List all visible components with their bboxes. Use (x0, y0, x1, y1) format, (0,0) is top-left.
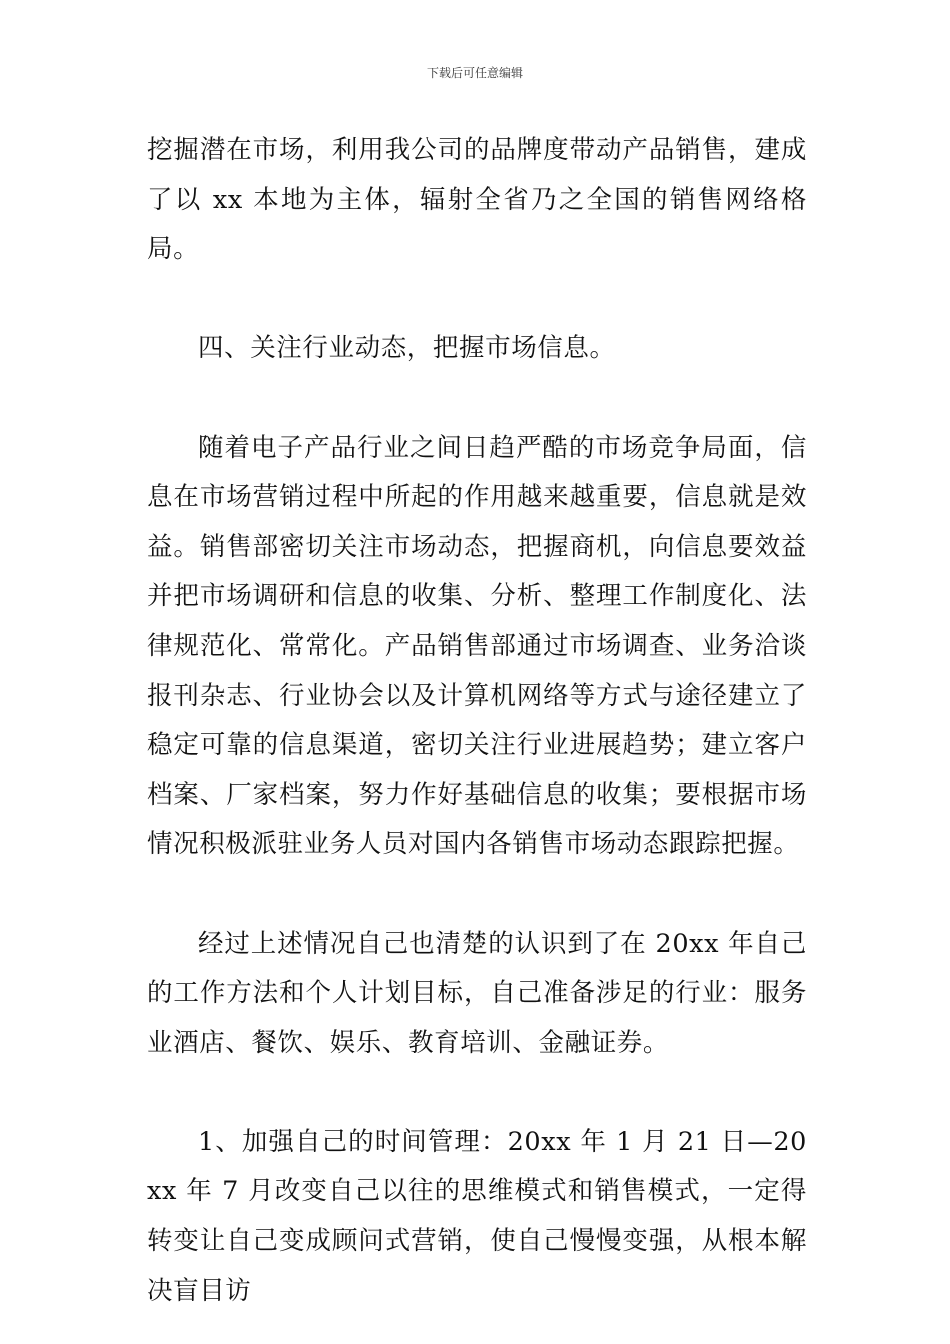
paragraph-4: 1、加强自己的时间管理：20xx 年 1 月 21 日—20xx 年 7 月改变自己以往的思维模式和销售模式，一定得转变让自己变成顾问式营销，使自己慢慢变强，从根本解决盲目访 (147, 1126, 807, 1306)
paragraph-spacer (147, 275, 807, 325)
paragraph-spacer (147, 374, 807, 424)
document-body (147, 126, 807, 1316)
paragraph-2: 随着电子产品行业之间日趋严酷的市场竞争局面，信息在市场营销过程中所起的作用越来越重要，信息就是效益。销售部密切关注市场动态，把握商机，向信息要效益并把市场调研和信息的收集、分析、整理工作制度化、法律规范化、常常化。产品销售部通过市场调查、业务洽谈报刊杂志、行业协会以及计算机网络等方式与途径建立了稳定可靠的信息渠道，密切关注行业进展趋势；建立客户档案、厂家档案，努力作好基础信息的收集；要根据市场情况积极派驻业务人员对国内各销售市场动态跟踪把握。 (147, 432, 807, 860)
paragraph-spacer (147, 870, 807, 920)
paragraph-3: 经过上述情况自己也清楚的认识到了在 20xx 年自己的工作方法和个人计划目标，自己准备涉足的行业：服务业酒店、餐饮、娱乐、教育培训、金融证券。 (147, 928, 807, 1058)
paragraph-1: 挖掘潜在市场，利用我公司的品牌度带动产品销售，建成了以 xx 本地为主体，辐射全省乃之全国的销售网络格局。 (147, 135, 807, 265)
paragraph-spacer (147, 1068, 807, 1118)
section-heading-4: 四、关注行业动态，把握市场信息。 (198, 333, 616, 364)
page-header: 下载后可任意编辑 (426, 66, 523, 80)
